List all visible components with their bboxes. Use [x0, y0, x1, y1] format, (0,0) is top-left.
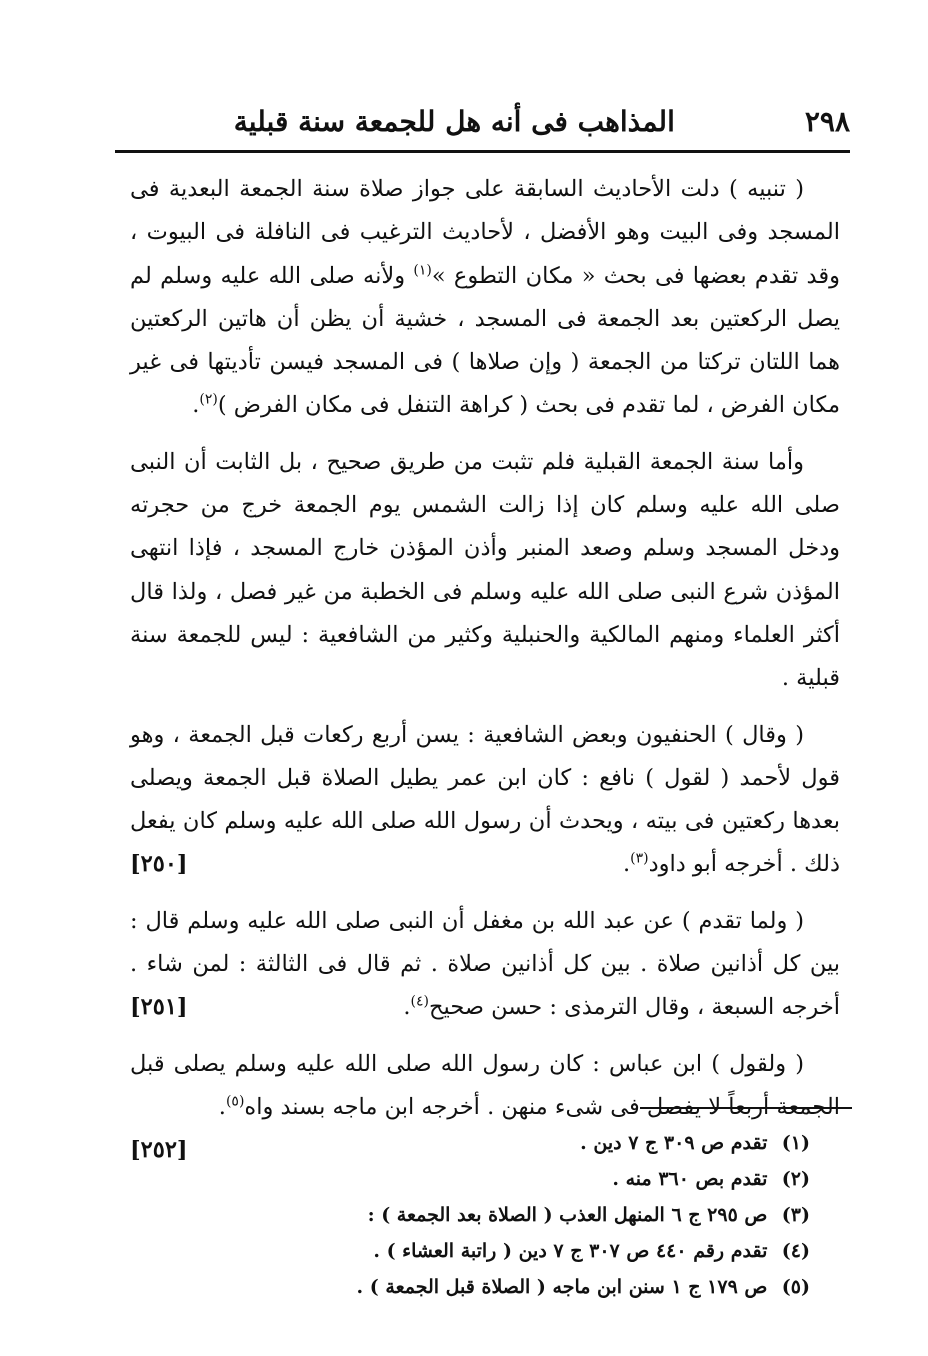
paragraph-ibn-mughaffal: [130, 900, 840, 1030]
paragraph-qabliyya: [130, 441, 840, 701]
footnotes: [300, 1125, 810, 1305]
footnote-number: (٤): [781, 1240, 810, 1262]
paragraph-hanafi: [130, 714, 840, 887]
footnote-marker: (١): [413, 262, 432, 279]
footnote: [300, 1161, 810, 1197]
footnote-number: (٢): [781, 1168, 810, 1190]
header-rule: [115, 150, 850, 153]
hadith-number: [٢٥٢]: [130, 1137, 188, 1164]
main-text: [130, 168, 840, 1173]
footnote-number: (٣): [781, 1204, 810, 1226]
footnote-number: (١): [781, 1132, 810, 1154]
paragraph-text: وأما سنة الجمعة القبلية فلم تثبت من طريق صحيح ، بل الثابت أن النبى صلى الله عليه وسلم كان إذا زالت الشمس يوم الجمعة خرج من حجرته ودخل المسجد وسلم وصعد المنبر وأذن المؤذن خارج المسجد ، فإذا انتهى المؤذن شرع النبى صلى الله عليه وسلم فى الخطبة من غير فصل ، ولذا قال أكثر العلماء ومنهم المالكية والحنبلية وكثير من الشافعية : ليس للجمعة سنة قبلية .: [130, 448, 840, 692]
hadith-number: [٢٥٠]: [130, 851, 188, 878]
paragraph-text: ( ولما تقدم ) عن عبد الله بن مغفل أن النبى صلى الله عليه وسلم قال : بين كل أذانين صلاة . بين كل أذانين صلاة . ثم قال فى الثالثة : لمن شاء . أخرجه السبعة ، وقال الترمذى : حسن صحيح: [130, 907, 840, 1021]
paragraph-text: ولأنه صلى الله عليه وسلم لم يصل الركعتين بعد الجمعة فى المسجد ، خشية أن يظن أن هاتين الركعتين هما اللتان تركتا من الجمعة ( وإن صلاها ) فى المسجد فيسن تأديتها فى غير مكان الفرض ، لما تقدم فى بحث ( كراهة التنفل فى مكان الفرض ): [130, 262, 840, 419]
footnote-marker: (٥): [225, 1093, 245, 1110]
footnote-text: تقدم ص ٣٠٩ ج ٧ دين .: [580, 1132, 768, 1154]
paragraph-text: .: [403, 994, 411, 1021]
footnote: [300, 1269, 810, 1305]
paragraph-text: .: [192, 392, 200, 419]
paragraph-text: ( تنبيه ) دلت الأحاديث السابقة على جواز صلاة سنة الجمعة البعدية فى المسجد وفى البيت وهو الأفضل ، لأحاديث الترغيب فى النافلة فى البيوت ، وقد تقدم بعضها فى بحث « مكان التطوع »: [130, 176, 840, 289]
footnote: [300, 1233, 810, 1269]
running-title: المذاهب فى أنه هل للجمعة سنة قبلية: [233, 104, 675, 138]
page-header: [115, 96, 850, 146]
paragraph-text: ( وقال ) الحنفيون وبعض الشافعية : يسن أربع ركعات قبل الجمعة ، وهو قول لأحمد ( لقول ) نافع : كان ابن عمر يطيل الصلاة قبل الجمعة ويصلى بعدها ركعتين فى بيته ، ويحدث أن رسول الله صلى الله عليه وسلم كان يفعل ذلك . أخرجه أبو داود: [130, 721, 840, 878]
footnote-text: ص ١٧٩ ج ١ سنن ابن ماجه ( الصلاة قبل الجمعة ) .: [356, 1276, 768, 1298]
paragraph-text: .: [218, 1093, 226, 1120]
paragraph-text: .: [622, 851, 631, 878]
paragraph-tanbih: [130, 168, 840, 428]
footnote-text: تقدم رقم ٤٤٠ ص ٣٠٧ ج ٧ دين ( راتبة العشاء ) .: [373, 1240, 768, 1262]
footnote: [300, 1125, 810, 1161]
hadith-number: [٢٥١]: [130, 994, 188, 1021]
page-number: ٢٩٨: [804, 104, 850, 138]
footnote: [300, 1197, 810, 1233]
footnote-text: تقدم بص ٣٦٠ منه .: [612, 1168, 768, 1190]
footnote-marker: (٢): [199, 391, 218, 408]
paragraph-text: ( ولقول ) ابن عباس : كان رسول الله صلى الله عليه وسلم يصلى قبل الجمعة أربعاً لا يفصل فى شىء منهن . أخرجه ابن ماجه بسند واه: [130, 1050, 840, 1120]
footnote-marker: (٤): [410, 993, 429, 1010]
footnote-marker: (٣): [630, 850, 649, 867]
footnote-number: (٥): [781, 1276, 810, 1298]
footnote-rule: [640, 1107, 852, 1109]
footnote-text: ص ٢٩٥ ج ٦ المنهل العذب ( الصلاة بعد الجمعة ) :: [367, 1204, 768, 1226]
